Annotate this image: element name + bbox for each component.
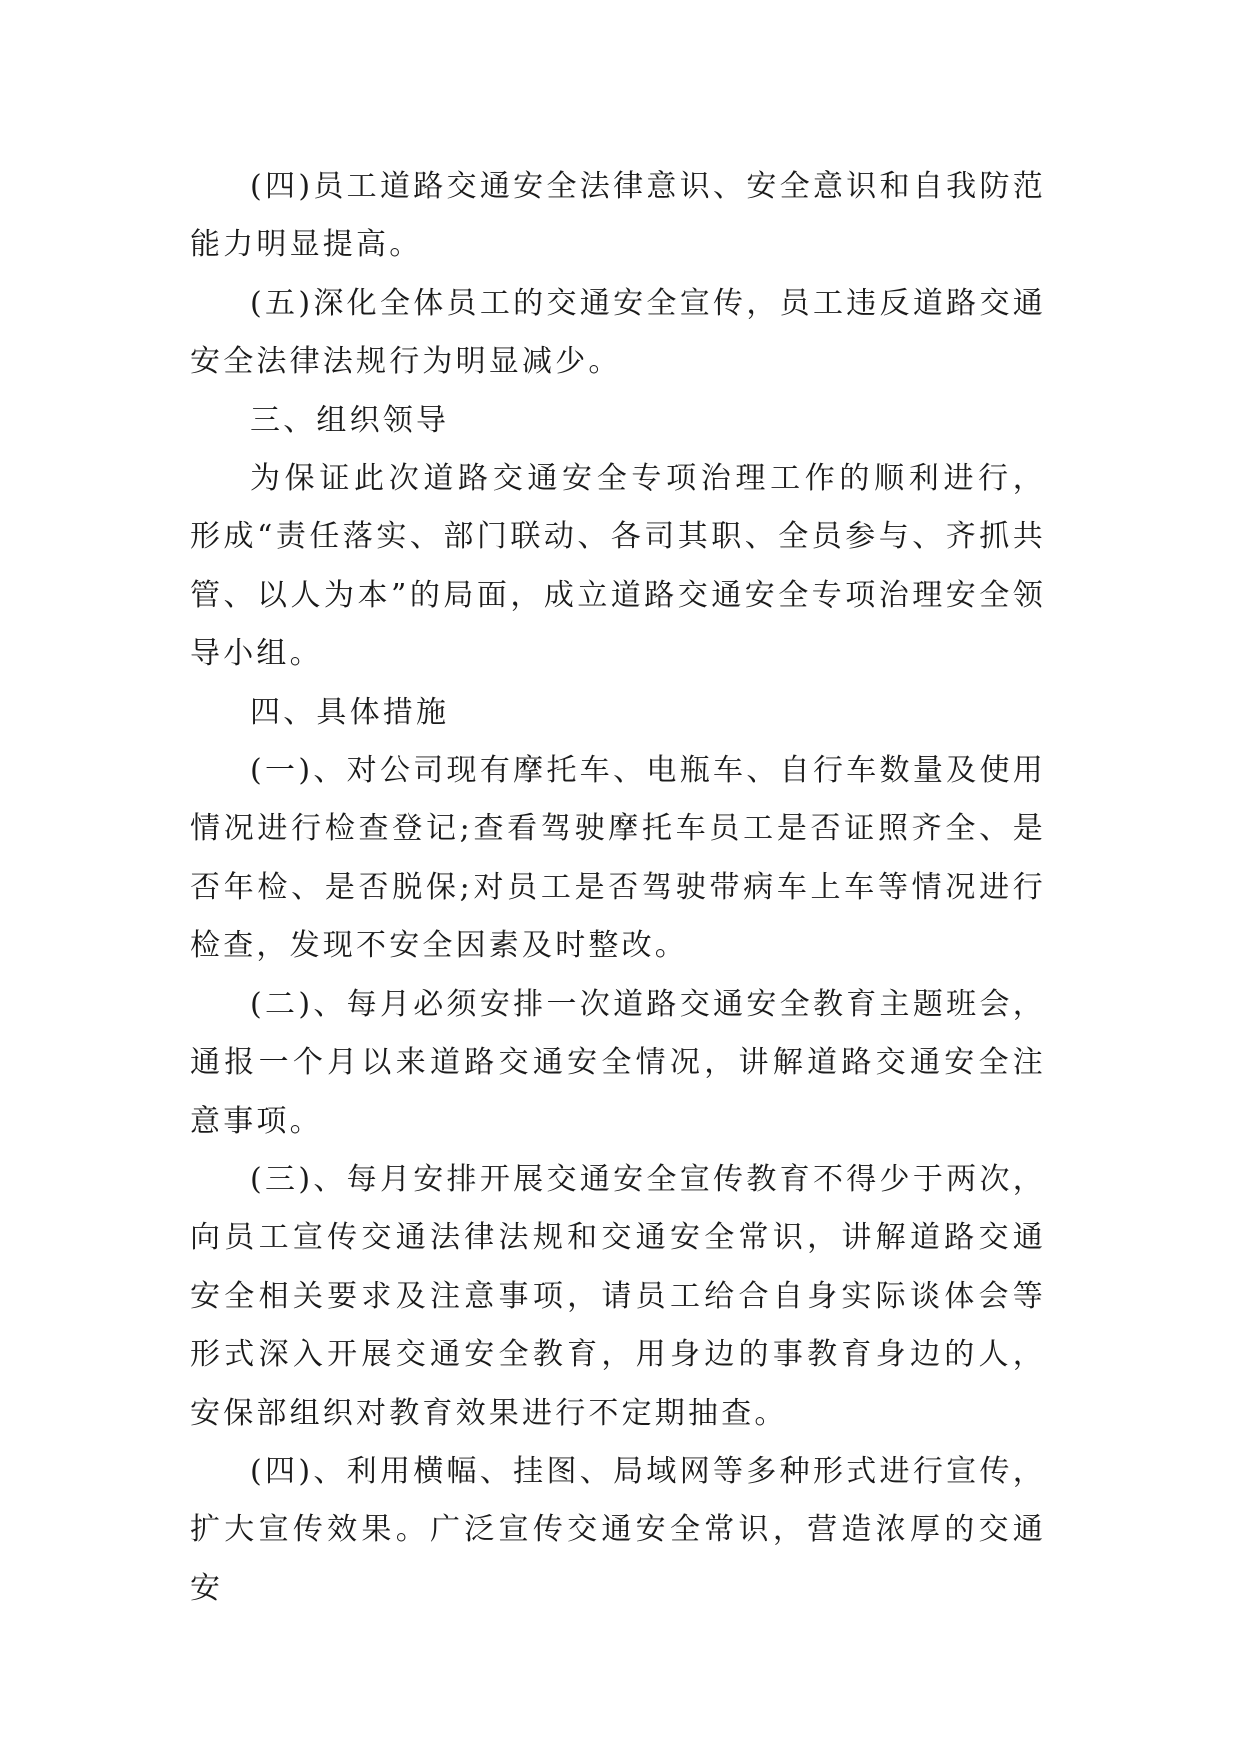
paragraph-measure-4: (四)、利用横幅、挂图、局域网等多种形式进行宣传，扩大宣传效果。广泛宣传交通安全常识，营造浓厚的交通安 xyxy=(190,1453,1046,1606)
heading-organization: 三、组织领导 xyxy=(250,402,450,438)
document-page xyxy=(190,158,1046,1618)
paragraph-measure-2: (二)、每月必须安排一次道路交通安全教育主题班会，通报一个月以来道路交通安全情况，讲解道路交通安全注意事项。 xyxy=(190,986,1046,1139)
paragraph-measure-3: (三)、每月安排开展交通安全宣传教育不得少于两次，向员工宣传交通法律法规和交通安全常识，讲解道路交通安全相关要求及注意事项，请员工给合自身实际谈体会等形式深入开展交通安全教育，用身边的事教育身边的人，安保部组织对教育效果进行不定期抽查。 xyxy=(190,1161,1046,1431)
heading-measures: 四、具体措施 xyxy=(250,694,450,730)
paragraph-publicity: (五)深化全体员工的交通安全宣传，员工违反道路交通安全法律法规行为明显减少。 xyxy=(190,285,1046,380)
paragraph-awareness: (四)员工道路交通安全法律意识、安全意识和自我防范能力明显提高。 xyxy=(190,169,1046,263)
paragraph-organization: 为保证此次道路交通安全专项治理工作的顺利进行，形成“责任落实、部门联动、各司其职、全员参与、齐抓共管、以人为本”的局面，成立道路交通安全专项治理安全领导小组。 xyxy=(190,461,1046,672)
paragraph-measure-1: (一)、对公司现有摩托车、电瓶车、自行车数量及使用情况进行检查登记;查看驾驶摩托车员工是否证照齐全、是否年检、是否脱保;对员工是否驾驶带病车上车等情况进行检查，发现不安全因素及时整改。 xyxy=(190,753,1046,964)
